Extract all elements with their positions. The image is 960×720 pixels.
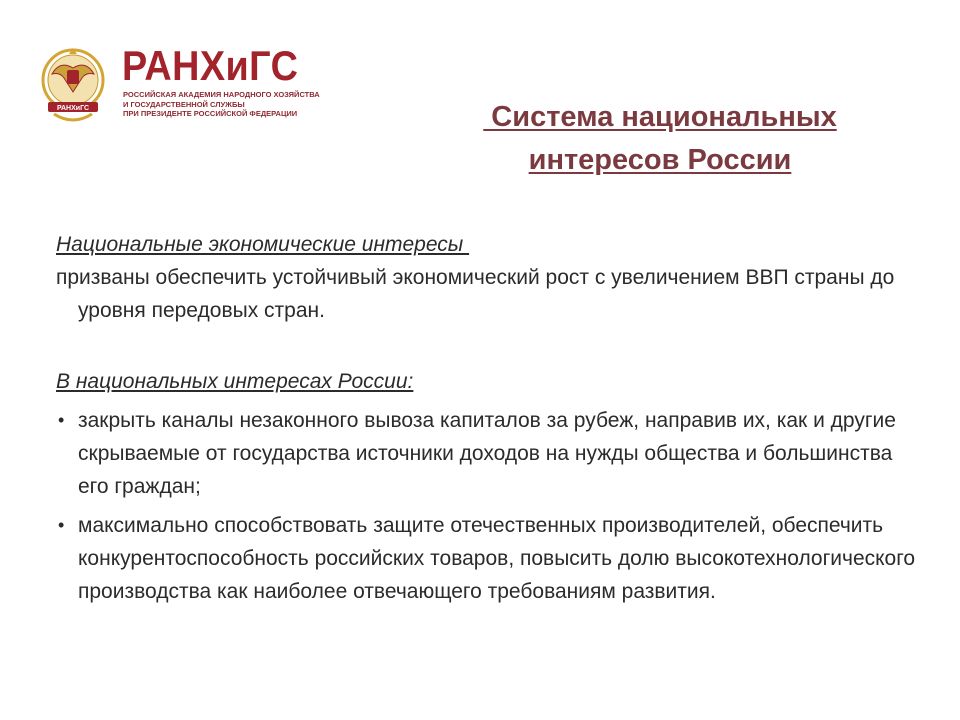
brand-subtitle-line: РОССИЙСКАЯ АКАДЕМИЯ НАРОДНОГО ХОЗЯЙСТВА	[123, 90, 320, 99]
emblem-ribbon-text: РАНХиГС	[56, 105, 90, 112]
list-item	[56, 509, 916, 608]
ranepa-logo	[40, 40, 320, 130]
brand-subtitle-line: ПРИ ПРЕЗИДЕНТЕ РОССИЙСКОЙ ФЕДЕРАЦИИ	[123, 109, 298, 118]
bullet-list	[56, 404, 916, 608]
list-item	[56, 404, 916, 503]
brand-subtitle	[123, 90, 363, 119]
section-heading: Национальные экономические интересы	[56, 233, 470, 256]
slide-title-line: Система национальных	[483, 101, 837, 133]
list-item-text: закрыть каналы незаконного вывоза капиталов за рубеж, направив их, как и другие скрываемые от государства источники доходов на нужды общества и большинства его граждан;	[78, 409, 896, 498]
spacer	[56, 327, 916, 365]
eagle-emblem-icon	[40, 40, 106, 126]
brand-name: РАНХиГС	[122, 42, 299, 89]
bullet-icon: •	[58, 410, 65, 430]
section-heading: В национальных интересах России:	[56, 370, 414, 393]
brand-subtitle-line: И ГОСУДАРСТВЕННОЙ СЛУЖБЫ	[123, 99, 245, 109]
slide-title-line: интересов России	[528, 144, 792, 176]
slide-title	[400, 96, 920, 182]
section-paragraph: призваны обеспечить устойчивый экономический рост с увеличением ВВП страны до уровня передовых стран.	[56, 266, 895, 322]
bullet-icon: •	[58, 515, 65, 535]
list-item-text: максимально способствовать защите отечественных производителей, обеспечить конкурентоспособность российских товаров, повысить долю высокотехнологического производства как наиболее отвечающего требованиям развития.	[78, 514, 916, 603]
slide-body	[56, 228, 916, 608]
